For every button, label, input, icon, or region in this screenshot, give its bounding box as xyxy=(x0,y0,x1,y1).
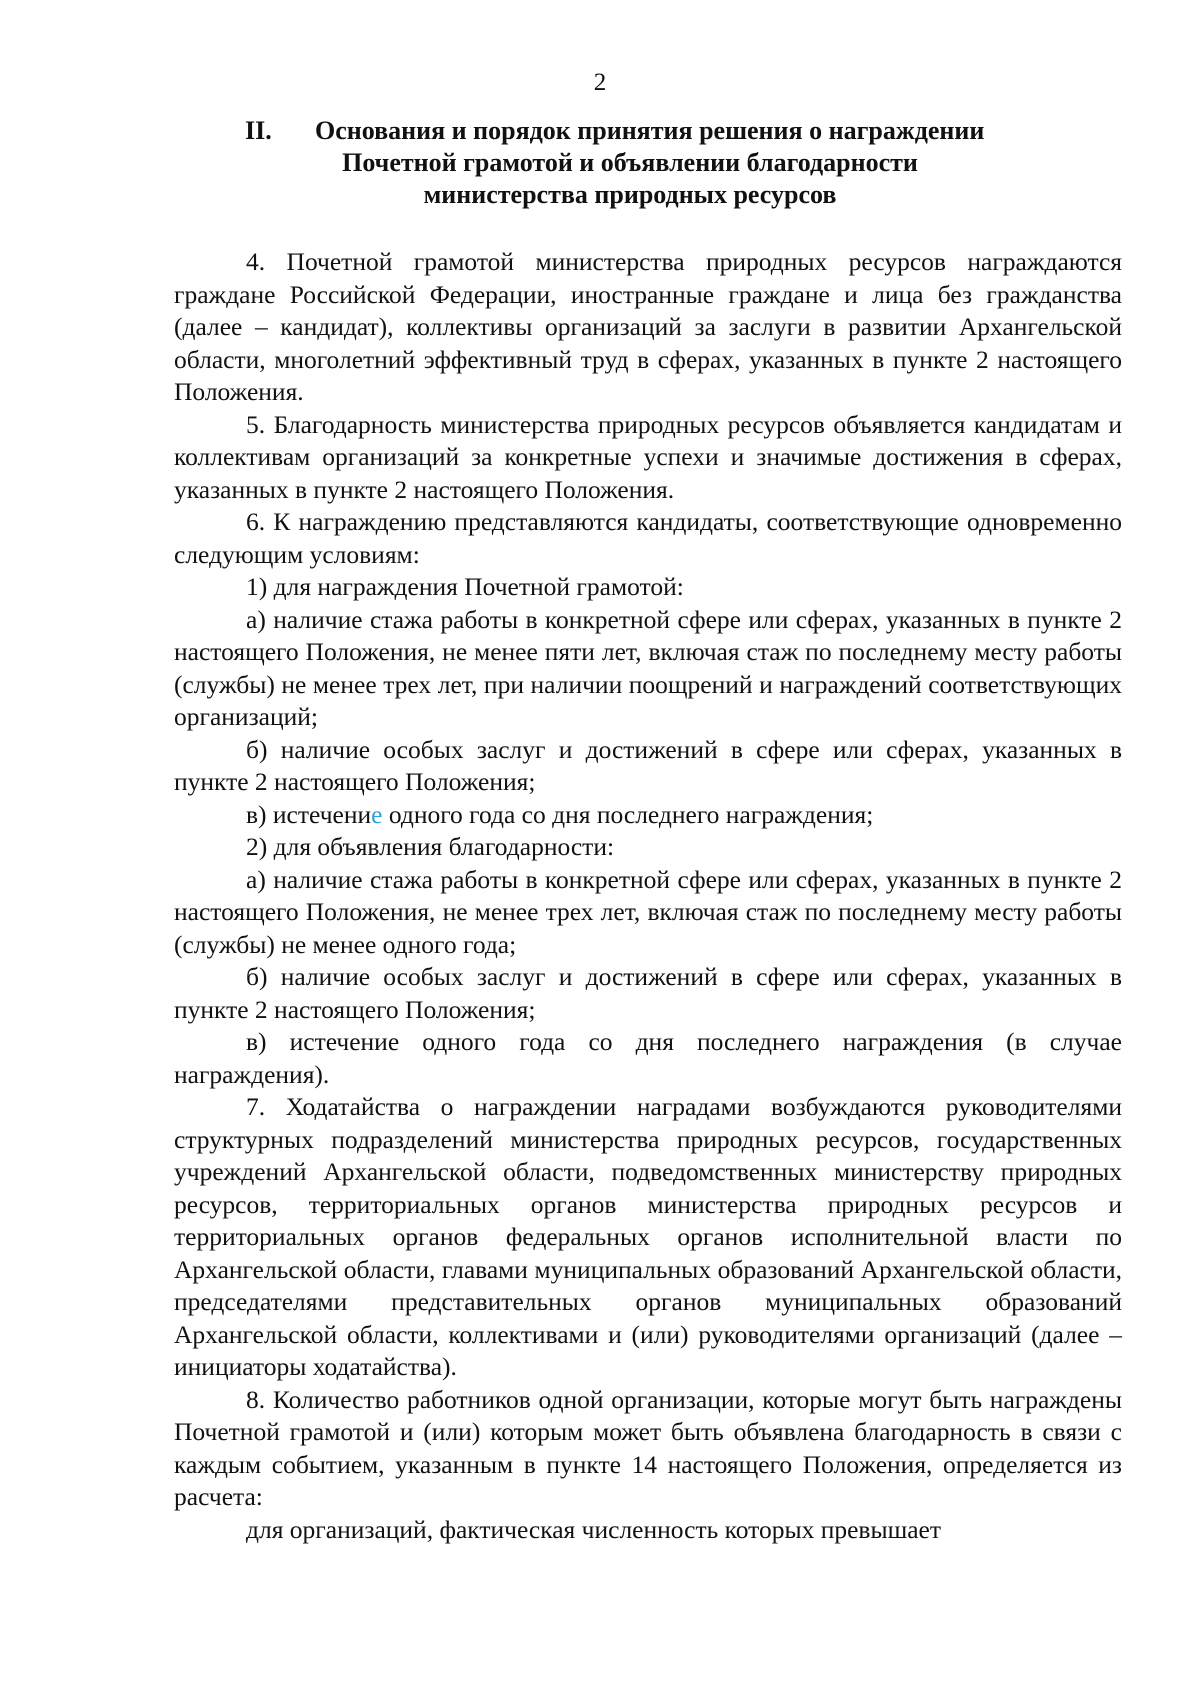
highlighted-letter: е xyxy=(371,799,383,829)
paragraph-6: 6. К награждению представляются кандидаты, соответствующие одновременно следующим условиям: xyxy=(174,507,1122,569)
paragraph-6-1-v-text-end: одного года со дня последнего награждения; xyxy=(382,799,874,829)
paragraph-6-2-b: б) наличие особых заслуг и достижений в сфере или сферах, указанных в пункте 2 настоящего Положения; xyxy=(174,962,1122,1024)
page-number: 2 xyxy=(593,69,607,96)
paragraph-6-1-b: б) наличие особых заслуг и достижений в сфере или сферах, указанных в пункте 2 настоящего Положения; xyxy=(174,734,1122,796)
section-heading-line-1 xyxy=(180,115,1080,147)
paragraph-8-continued: для организаций, фактическая численность которых превышает xyxy=(246,1514,942,1544)
document-body xyxy=(174,246,1122,1546)
section-number: II. xyxy=(245,116,272,145)
paragraph-7: 7. Ходатайства о награждении наградами возбуждаются руководителями структурных подразделений министерства природных ресурсов, государственных учреждений Архангельской области, подведомственных министерству природных ресурсов, территориальных органов министерства природных ресурсов и территориальных органов федеральных органов исполнительной власти по Архангельской области, главами муниципальных образований Архангельской области, председателями представительных органов муниципальных образований Архангельской области, коллективами и (или) руководителями организаций (далее – инициаторы ходатайства). xyxy=(174,1092,1122,1381)
paragraph-6-2-v: в) истечение одного года со дня последнего награждения (в случае награждения). xyxy=(174,1027,1122,1089)
paragraph-8: 8. Количество работников одной организации, которые могут быть награждены Почетной грамотой и (или) которым может быть объявлена благодарность в связи с каждым событием, указанным в пункте 14 настоящего Положения, определяется из расчета: xyxy=(174,1384,1122,1511)
section-title-part-2: Почетной грамотой и объявлении благодарности xyxy=(342,148,918,177)
section-heading xyxy=(180,115,1080,211)
paragraph-6-2-a: а) наличие стажа работы в конкретной сфере или сферах, указанных в пункте 2 настоящего Положения, не менее трех лет, включая стаж по последнему месту работы (службы) не менее одного года; xyxy=(174,864,1122,959)
section-title-part-1: Основания и порядок принятия решения о награждении xyxy=(315,116,985,145)
paragraph-6-1-v xyxy=(174,799,1122,832)
paragraph-6-1: 1) для награждения Почетной грамотой: xyxy=(246,572,684,601)
paragraph-6-1-a: а) наличие стажа работы в конкретной сфере или сферах, указанных в пункте 2 настоящего Положения, не менее пяти лет, включая стаж по последнему месту работы (службы) не менее трех лет, при наличии поощрений и награждений соответствующих организаций; xyxy=(174,604,1122,731)
paragraph-6-2: 2) для объявления благодарности: xyxy=(246,832,615,861)
paragraph-6-1-v-text-start: в) истечени xyxy=(246,799,372,829)
paragraph-5: 5. Благодарность министерства природных ресурсов объявляется кандидатам и коллективам организаций за конкретные успехи и значимые достижения в сферах, указанных в пункте 2 настоящего Положения. xyxy=(174,409,1122,504)
paragraph-4: 4. Почетной грамотой министерства природных ресурсов награждаются граждане Российской Федерации, иностранные граждане и лица без гражданства (далее – кандидат), коллективы организаций за заслуги в развитии Архангельской области, многолетний эффективный труд в сферах, указанных в пункте 2 настоящего Положения. xyxy=(174,247,1122,406)
section-title-part-3: министерства природных ресурсов xyxy=(423,180,837,209)
